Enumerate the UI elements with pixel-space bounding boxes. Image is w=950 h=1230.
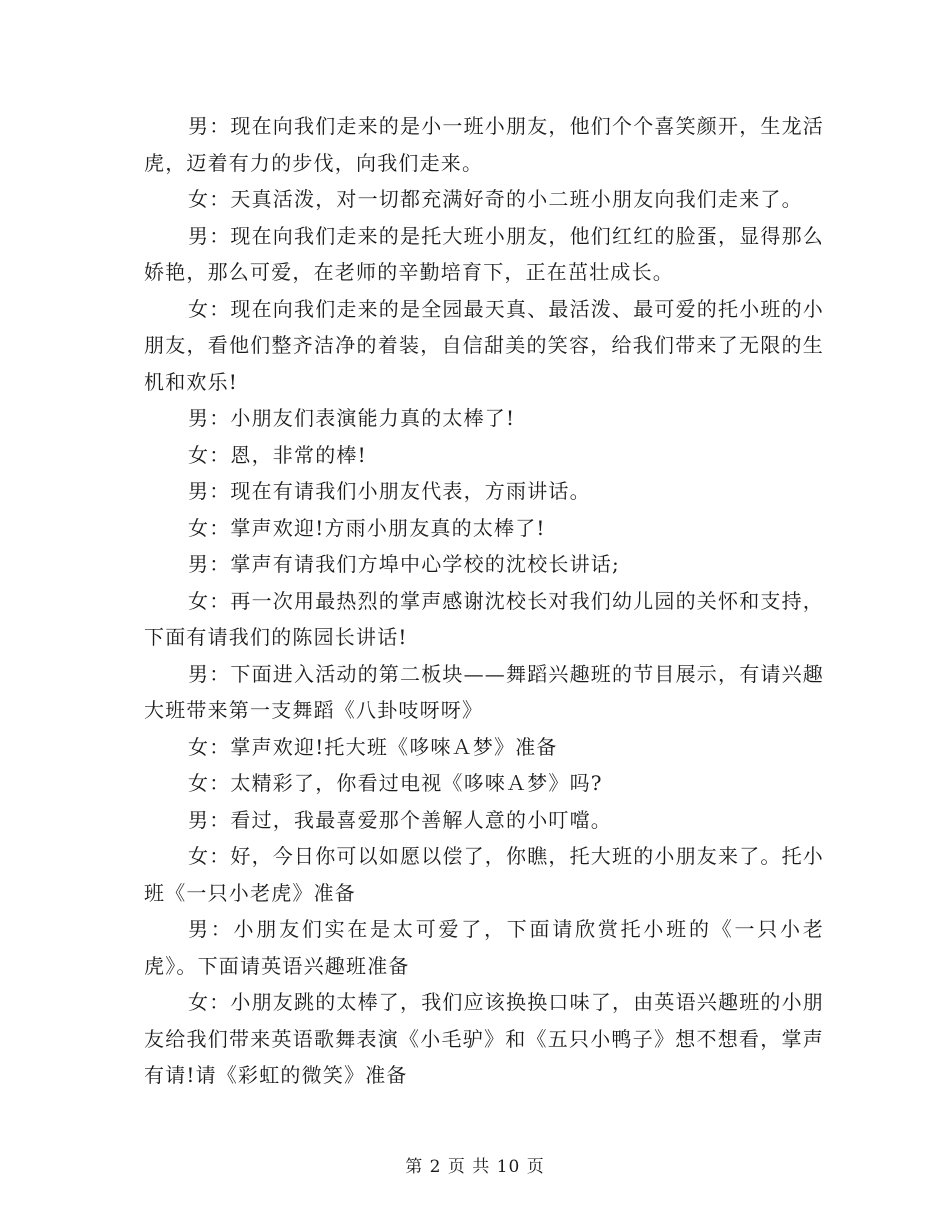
dialogue-paragraph: 女：太精彩了，你看过电视《哆唻Ａ梦》吗?: [188, 771, 603, 795]
dialogue-paragraph: 男：现在有请我们小朋友代表，方雨讲话。: [188, 479, 591, 503]
page-number-footer: 第 2 页 共 10 页: [405, 1157, 545, 1177]
dialogue-paragraph: 女：恩，非常的棒!: [188, 442, 367, 467]
dialogue-paragraph: 男：小朋友们表演能力真的太棒了!: [188, 406, 516, 430]
dialogue-paragraph: 女：小朋友跳的太棒了，我们应该换换口味了，由英语兴趣班的小朋友给我们带来英语歌舞表演《小毛驴》和《五只小鸭子》想不想看，掌声有请!请《彩虹的微笑》准备: [144, 990, 824, 1087]
document-body: [144, 108, 824, 1094]
dialogue-paragraph: 女：掌声欢迎!方雨小朋友真的太棒了!: [188, 515, 546, 540]
dialogue-paragraph: 女：天真活泼，对一切都充满好奇的小二班小朋友向我们走来了。: [188, 187, 803, 211]
dialogue-paragraph: 男：下面进入活动的第二板块——舞蹈兴趣班的节目展示，有请兴趣大班带来第一支舞蹈《八卦吱呀呀》: [144, 661, 824, 722]
dialogue-paragraph: 男：现在向我们走来的是托大班小朋友，他们红红的脸蛋，显得那么娇艳，那么可爱，在老师的辛勤培育下，正在茁壮成长。: [144, 223, 824, 284]
dialogue-paragraph: 男：看过，我最喜爱那个善解人意的小叮噹。: [188, 807, 612, 832]
dialogue-paragraph: 女：现在向我们走来的是全园最天真、最活泼、最可爱的托小班的小朋友，看他们整齐洁净的着装，自信甜美的笑容，给我们带来了无限的生机和欢乐!: [144, 296, 824, 394]
dialogue-paragraph: 女：掌声欢迎!托大班《哆唻Ａ梦》准备: [188, 734, 558, 759]
dialogue-paragraph: 男：小朋友们实在是太可爱了，下面请欣赏托小班的《一只小老虎》。下面请英语兴趣班准备: [144, 917, 824, 978]
dialogue-paragraph: 女：再一次用最热烈的掌声感谢沈校长对我们幼儿园的关怀和支持，下面有请我们的陈园长讲话!: [144, 588, 824, 649]
dialogue-paragraph: 男：掌声有请我们方埠中心学校的沈校长讲话;: [188, 552, 620, 576]
dialogue-paragraph: 男：现在向我们走来的是小一班小朋友，他们个个喜笑颜开，生龙活虎，迈着有力的步伐，向我们走来。: [144, 114, 824, 175]
dialogue-paragraph: 女：好，今日你可以如愿以偿了，你瞧，托大班的小朋友来了。托小班《一只小老虎》准备: [144, 844, 824, 905]
